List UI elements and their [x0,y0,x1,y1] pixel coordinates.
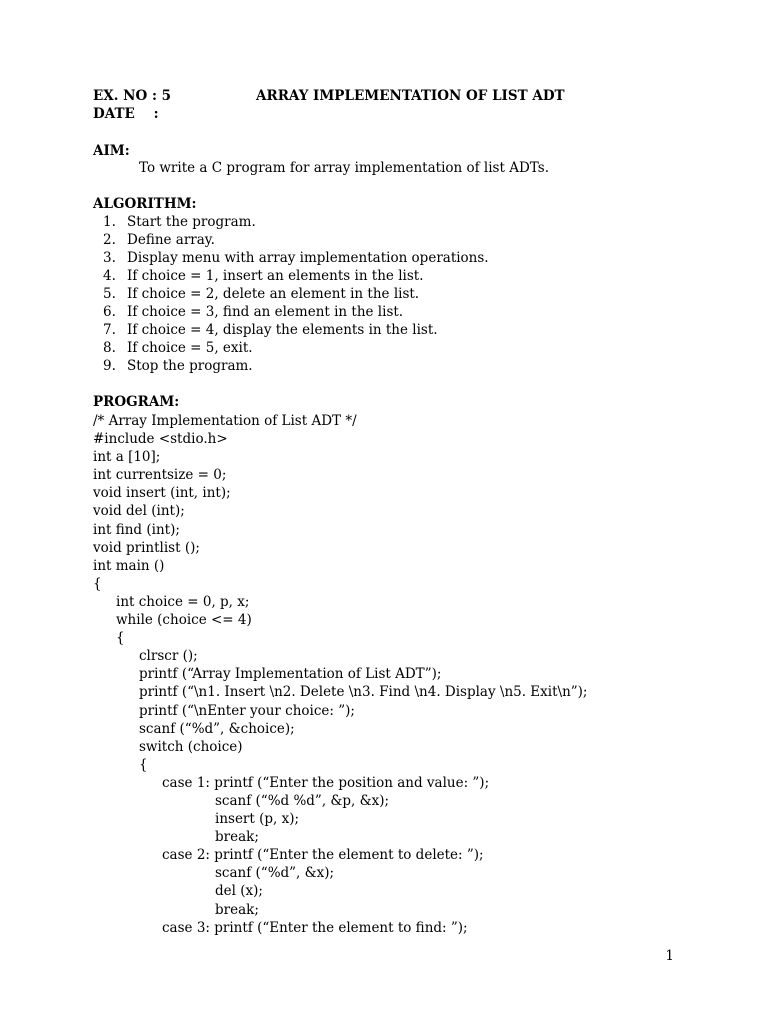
code-line: void insert (int, int); [93,485,231,502]
code-line: scanf (“%d”, &choice); [139,720,295,737]
program-heading: PROGRAM: [93,394,180,410]
code-line: scanf (“%d %d”, &p, &x); [215,792,390,809]
code-line: int main () [93,557,165,574]
algorithm-step-text: If choice = 2, delete an element in the list. [127,286,420,302]
code-line: case 3: printf (“Enter the element to find: ”); [162,919,468,936]
code-line: clrscr (); [139,648,198,665]
algorithm-heading: ALGORITHM: [93,196,197,212]
algorithm-step-number: 7. [103,322,116,338]
code-line: printf (“\nEnter your choice: ”); [139,702,355,719]
algorithm-step-number: 5. [103,286,116,302]
algorithm-step [103,321,489,339]
algorithm-step [103,285,489,303]
code-line: #include <stdio.h> [93,431,228,448]
code-line: /* Array Implementation of List ADT */ [93,413,357,429]
algorithm-step-number: 8. [103,340,116,356]
algorithm-step-text: Stop the program. [127,358,253,374]
algorithm-step-number: 2. [103,232,116,248]
exercise-number: EX. NO : 5 [93,88,172,104]
algorithm-step [103,339,489,357]
code-line: break; [215,829,259,846]
algorithm-step-text: If choice = 3, find an element in the list. [127,304,404,320]
code-line: del (x); [215,883,263,900]
algorithm-step-text: Start the program. [127,214,256,230]
code-line: case 1: printf (“Enter the position and value: ”); [162,774,490,791]
algorithm-step-text: Define array. [127,232,215,248]
algorithm-steps [103,213,489,375]
code-line: int find (int); [93,521,180,538]
program-code [93,412,587,937]
code-line: printf (“\n1. Insert \n2. Delete \n3. Find \n4. Display \n5. Exit\n”); [139,684,588,701]
code-line: { [116,630,125,647]
algorithm-step-number: 1. [103,214,116,230]
algorithm-step-number: 4. [103,268,116,284]
algorithm-step [103,213,489,231]
code-line: while (choice <= 4) [116,612,252,629]
code-line: insert (p, x); [215,811,300,828]
page-number: 1 [665,948,674,964]
aim-heading: AIM: [93,143,130,159]
algorithm-step [103,249,489,267]
algorithm-step [103,303,489,321]
algorithm-step-number: 9. [103,358,116,374]
algorithm-step-number: 6. [103,304,116,320]
code-line: scanf (“%d”, &x); [215,865,335,882]
aim-text: To write a C program for array implementation of list ADTs. [139,160,550,176]
date-label: DATE : [93,106,159,122]
code-line: void printlist (); [93,539,200,556]
code-line: int a [10]; [93,449,161,466]
code-line: break; [215,901,259,918]
code-line: int currentsize = 0; [93,467,227,484]
document-title: ARRAY IMPLEMENTATION OF LIST ADT [256,88,565,104]
code-line: case 2: printf (“Enter the element to delete: ”); [162,847,484,864]
algorithm-step-text: If choice = 4, display the elements in the list. [127,322,438,338]
code-line: { [139,756,148,773]
code-line: void del (int); [93,503,185,520]
code-line: printf (“Array Implementation of List ADT”); [139,666,442,683]
code-line: switch (choice) [139,738,243,755]
code-line: int choice = 0, p, x; [116,593,250,610]
algorithm-step [103,267,489,285]
algorithm-step-text: Display menu with array implementation operations. [127,250,489,266]
algorithm-step-text: If choice = 1, insert an elements in the list. [127,268,424,284]
algorithm-step-text: If choice = 5, exit. [127,340,253,356]
code-line: { [93,575,102,592]
algorithm-step-number: 3. [103,250,116,266]
algorithm-step [103,357,489,375]
algorithm-step [103,231,489,249]
